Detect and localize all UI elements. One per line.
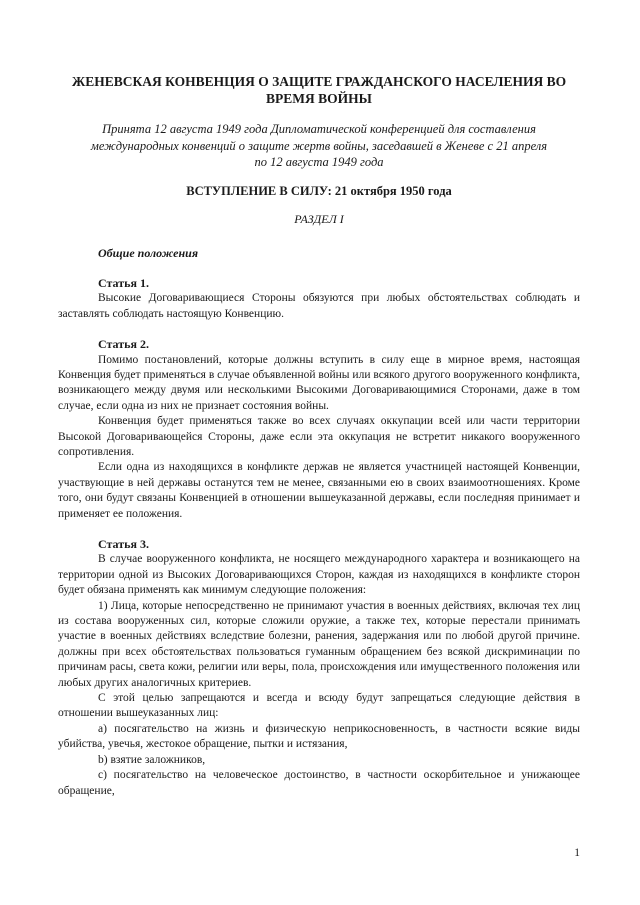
entry-into-force: ВСТУПЛЕНИЕ В СИЛУ: 21 октября 1950 года <box>186 183 452 198</box>
article-paragraph: С этой целью запрещаются и всегда и всюду будут запрещаться следующие действия в отношении вышеуказанных лиц: <box>58 692 580 720</box>
article-paragraph: Помимо постановлений, которые должны вступить в силу еще в мирное время, настоящая Конвенция будет применяться в случае объявленной войны или всякого другого вооруженного конфликта, возникающего между двумя или несколькими Высокими Договаривающимися Сторонами, даже в том случае, если одна из них не признает состояния войны. <box>58 353 580 412</box>
article-heading: Статья 3. <box>98 537 149 551</box>
article-paragraph: Если одна из находящихся в конфликте держав не является участницей настоящей Конвенции, участвующие в ней державы останутся тем не менее, связанными ею в своих взаимоотношениях. Кроме того, они будут связаны Конвенцией в отношении вышеуказанной державы, если последняя принимает и применяет ее положения. <box>58 461 580 520</box>
article-paragraph: а) посягательство на жизнь и физическую неприкосновенность, в частности всякие виды убийства, увечья, жестокое обращение, пытки и истязания, <box>58 722 580 751</box>
article-paragraph: с) посягательство на человеческое достоинство, в частности оскорбительное и унижающее обращение, <box>58 769 580 797</box>
article-heading: Статья 2. <box>98 337 149 352</box>
section-title: РАЗДЕЛ I <box>294 211 344 226</box>
adoption-note: Принята 12 августа 1949 года Дипломатической конференцией для составления международных конвенций о защите жертв войны, заседавшей в Женеве с 21 апреля по 12 августа 1949 года <box>90 122 548 169</box>
article-paragraph: Высокие Договаривающиеся Стороны обязуются при любых обстоятельствах соблюдать и заставлять соблюдать настоящую Конвенцию. <box>58 292 580 320</box>
article-heading: Статья 1. <box>98 275 149 290</box>
document-title: ЖЕНЕВСКАЯ КОНВЕНЦИЯ О ЗАЩИТЕ ГРАЖДАНСКОГО НАСЕЛЕНИЯ ВО ВРЕМЯ ВОЙНЫ <box>71 74 567 106</box>
subsection-title: Общие положения <box>98 245 198 260</box>
page-number: 1 <box>574 847 580 859</box>
article-paragraph: Конвенция будет применяться также во всех случаях оккупации всей или части территории Высокой Договаривающейся Стороны, даже если эта оккупация не встретит никакого вооруженного сопротивления. <box>58 415 580 458</box>
article-list <box>58 276 580 799</box>
article-paragraph: b) взятие заложников, <box>98 753 206 766</box>
article-paragraph: 1) Лица, которые непосредственно не принимают участия в военных действиях, включая тех лиц из состава вооруженных сил, которые сложили оружие, а также тех, которые перестали принимать участие в военных действиях вследствие болезни, ранения, задержания или по любой другой причине. должны при всех обстоятельствах пользоваться гуманным обращением без всякой дискриминации по причинам расы, света кожи, религии или веры, пола, происхождения или имущественного положения или любых других аналогичных критериев. <box>58 599 580 689</box>
article-paragraph: В случае вооруженного конфликта, не носящего международного характера и возникающего на территории одной из Высоких Договаривающихся Сторон, каждая из находящихся в конфликте сторон будет обязана применять как минимум следующие положения: <box>58 553 580 597</box>
